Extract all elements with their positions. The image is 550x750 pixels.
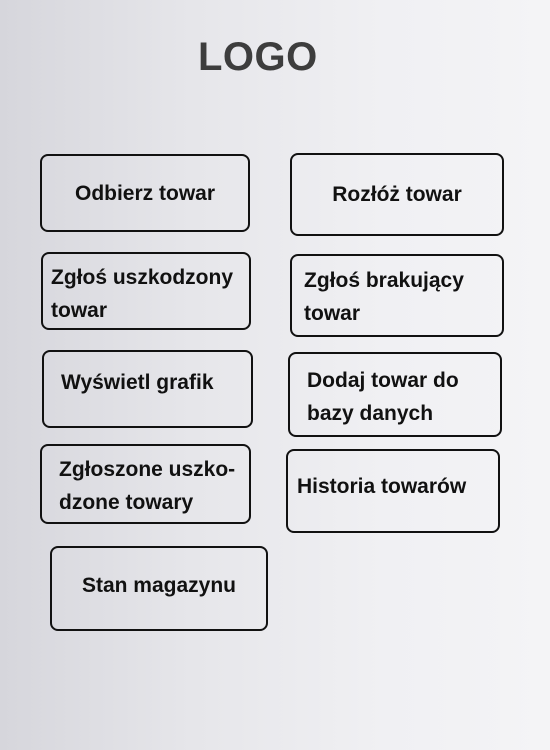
unpack-goods-label: Rozłóż towar (332, 183, 462, 206)
report-damaged-label: Zgłoś uszkodzony towar (51, 265, 234, 322)
add-to-database-label: Dodaj towar do bazy danych (307, 368, 459, 425)
reported-damaged-label: Zgłoszone uszko-dzone towary (59, 458, 236, 514)
add-to-database-button[interactable] (288, 352, 502, 437)
report-damaged-button[interactable] (41, 252, 251, 330)
goods-history-button[interactable] (286, 449, 500, 533)
reported-damaged-button[interactable] (40, 444, 251, 524)
report-missing-button[interactable] (290, 254, 504, 337)
unpack-goods-button[interactable] (290, 153, 504, 236)
receive-goods-button[interactable] (40, 154, 250, 232)
report-missing-label: Zgłoś brakujący towar (304, 268, 464, 325)
goods-history-label: Historia towarów (297, 474, 467, 498)
view-schedule-label: Wyświetl grafik (61, 370, 214, 394)
view-schedule-button[interactable] (42, 350, 253, 428)
warehouse-status-label: Stan magazynu (81, 574, 237, 597)
logo: LOGO (198, 35, 318, 79)
warehouse-status-button[interactable] (50, 546, 268, 631)
receive-goods-label: Odbierz towar (74, 181, 216, 205)
